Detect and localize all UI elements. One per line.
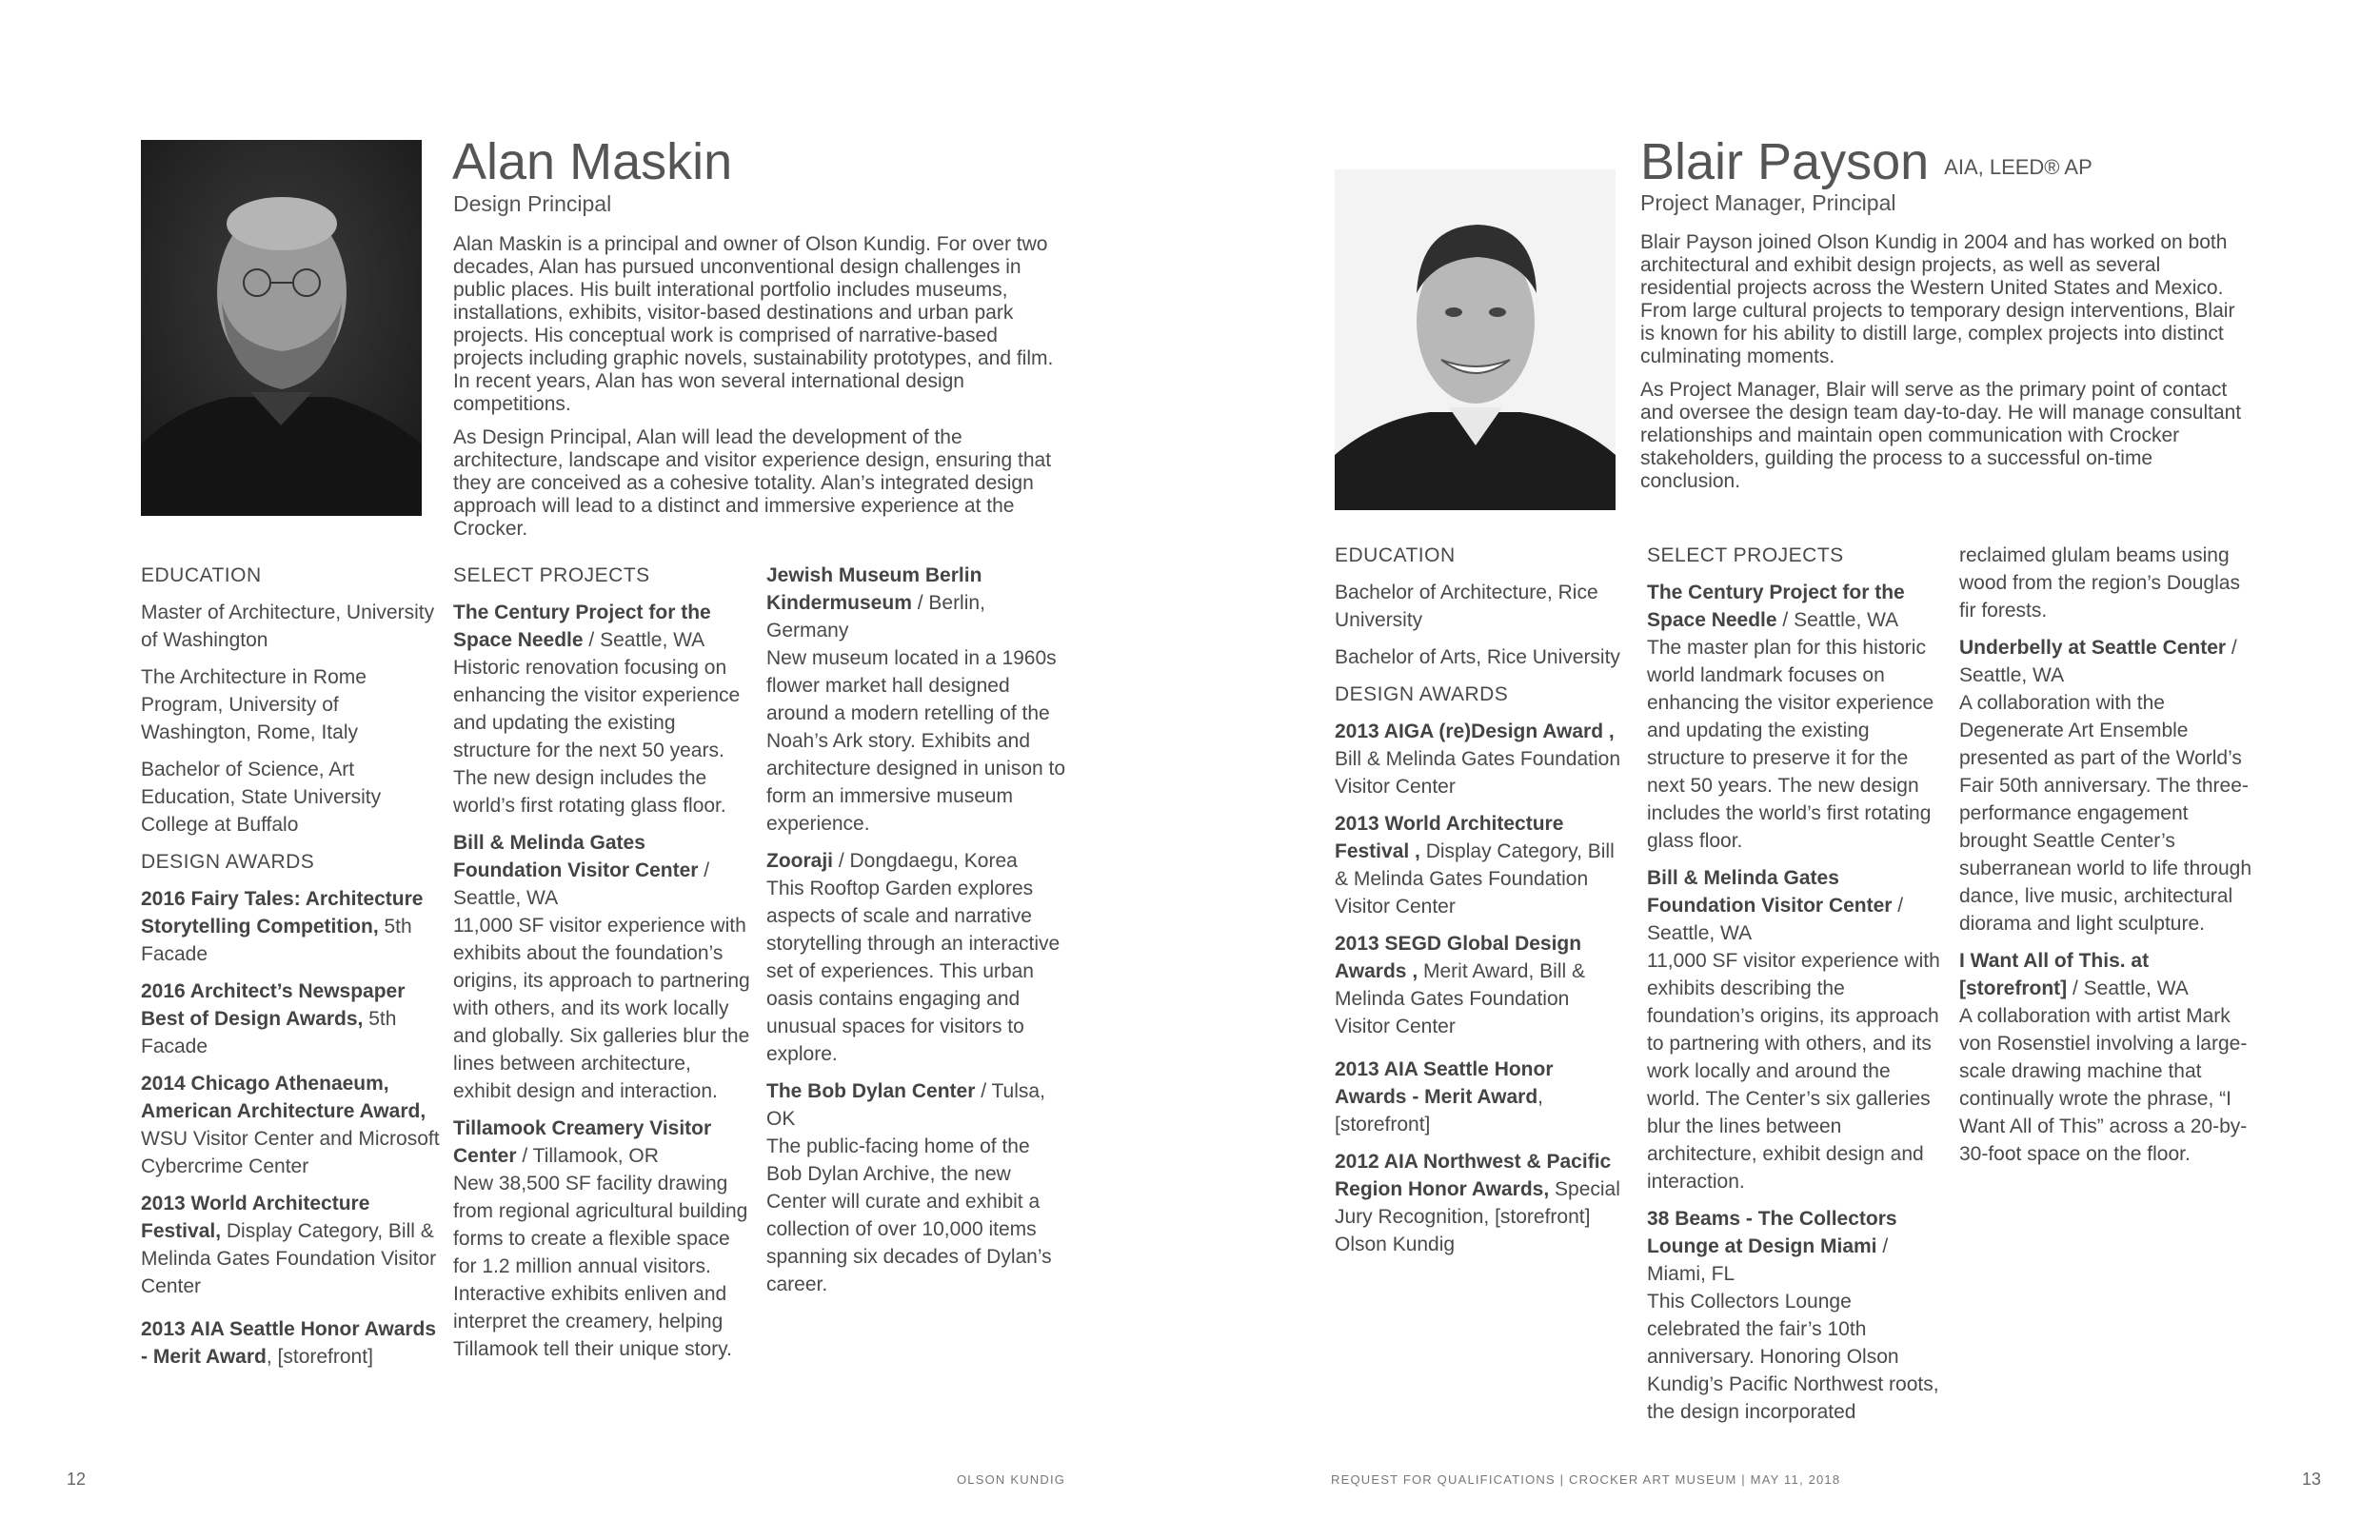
project-item: The Bob Dylan Center / Tulsa, OK The public-facing home of the Bob Dylan Archive, the new Center will curate and exhibit a collection of over 10,000 items spanning six decades of Dylan’s career.: [766, 1080, 1052, 1295]
project-item: Jewish Museum Berlin Kindermuseum / Berlin, Germany New museum located in a 1960s flower market hall designed around a modern retelling of the Noah’s Ark story. Exhibits and architecture designed in unison to form an immersive museum experience.: [766, 564, 1066, 835]
awards-heading: DESIGN AWARDS: [1335, 683, 1509, 705]
education-item: Bachelor of Arts, Rice University: [1335, 646, 1620, 668]
bio-paragraph: As Project Manager, Blair will serve as the primary point of contact and oversee the design team day-to-day. He will manage consultant relationships and maintain open communication with Crocker stakeholders, guilding the process to a successful on-time conclusion.: [1640, 379, 2242, 492]
projects-heading: SELECT PROJECTS: [453, 564, 650, 586]
project-item: The Century Project for the Space Needle / Seattle, WA Historic renovation focusing on enhancing the visitor experience and updating the existing structure for the next 50 years. The new design includes the world’s first rotating glass floor.: [453, 602, 741, 817]
projects-column-continued: [766, 562, 1066, 1308]
award-item: 2013 AIA Seattle Honor Awards - Merit Award, [storefront]: [1335, 1058, 1554, 1135]
alan-maskin-portrait: [141, 140, 422, 516]
credentials: AIA, LEED® AP: [1944, 155, 2092, 179]
project-item: Bill & Melinda Gates Foundation Visitor Center / Seattle, WA 11,000 SF visitor experience with exhibits about the foundation’s origins, its approach to partnering with others, and its work locally and globally. Six galleries blur the lines between architecture, exhibit design and interaction.: [453, 832, 750, 1102]
projects-column-continued: [1959, 542, 2254, 1177]
award-item: 2016 Fairy Tales: Architecture Storytelling Competition, 5th Facade: [141, 888, 424, 965]
bio: [453, 233, 1072, 551]
award-item: 2014 Chicago Athenaeum, American Architecture Award, WSU Visitor Center and Microsoft Cybercrime Center: [141, 1073, 440, 1177]
awards-heading: DESIGN AWARDS: [141, 851, 315, 873]
footer-firm-label: OLSON KUNDIG: [957, 1472, 1066, 1487]
project-item: Zooraji / Dongdaegu, Korea This Rooftop Garden explores aspects of scale and narrative storytelling through an interactive set of experiences. This urban oasis contains engaging and unusual spaces for visitors to explore.: [766, 850, 1061, 1065]
education-heading: EDUCATION: [141, 564, 262, 586]
page-number-left: 12: [67, 1470, 87, 1489]
education-item: Bachelor of Architecture, Rice University: [1335, 582, 1598, 631]
bio-paragraph: Blair Payson joined Olson Kundig in 2004 and has worked on both architectural and exhibit design projects, as well as several residential projects across the Western United States and Mexico. From large cultural projects to temporary design interventions, Blair is known for his ability to distill large, complex projects into distinct culminating moments.: [1640, 231, 2235, 367]
education-item: The Architecture in Rome Program, University of Washington, Rome, Italy: [141, 666, 367, 743]
bio-paragraph: Alan Maskin is a principal and owner of Olson Kundig. For over two decades, Alan has pursued unconventional design challenges in public places. His built interational portfolio includes museums, installations, exhibits, visitor-based destinations and urban park projects. His conceptual work is comprised of narrative-based projects including graphic novels, sustainability prototypes, and film. In recent years, Alan has won several international design competitions.: [453, 233, 1054, 415]
person-name-heading: [1640, 133, 2092, 190]
person-name: Alan Maskin: [452, 133, 733, 190]
person-name: Blair Payson: [1640, 133, 1930, 190]
bio: [1640, 231, 2250, 503]
award-item: 2013 SEGD Global Design Awards , Merit Award, Bill & Melinda Gates Foundation Visitor Center: [1335, 933, 1585, 1037]
award-item: 2016 Architect’s Newspaper Best of Design Awards, 5th Facade: [141, 980, 406, 1057]
project-item: 38 Beams - The Collectors Lounge at Design Miami / Miami, FL This Collectors Lounge celebrated the fair’s 10th anniversary. Honoring Olson Kundig’s Pacific Northwest roots, the design incorporated: [1647, 1208, 1939, 1423]
bio-paragraph: As Design Principal, Alan will lead the development of the architecture, landscape and visitor experience design, ensuring that they are conceived as a cohesive totality. Alan’s integrated design approach will lead to a distinct and immersive experience at the Crocker.: [453, 426, 1052, 540]
page-number-right: 13: [2302, 1470, 2322, 1489]
project-item: The Century Project for the Space Needle / Seattle, WA The master plan for this historic world landmark focuses on enhancing the visitor experience and updating the existing structure to preserve it for the next 50 years. The new design includes the world’s first rotating glass floor.: [1647, 582, 1934, 852]
award-item: 2013 World Architecture Festival , Display Category, Bill & Melinda Gates Foundation Visitor Center: [1335, 813, 1615, 918]
award-item: 2013 World Architecture Festival, Display Category, Bill & Melinda Gates Foundation Visitor Center: [141, 1193, 437, 1297]
project-item: Tillamook Creamery Visitor Center / Tillamook, OR New 38,500 SF facility drawing from regional agricultural building forms to create a flexible space for 1.2 million annual visitors. Interactive exhibits enliven and interpret the creamery, helping Tillamook tell their unique story.: [453, 1117, 748, 1360]
education-heading: EDUCATION: [1335, 544, 1456, 566]
blair-payson-portrait: [1335, 169, 1616, 510]
award-item: 2012 AIA Northwest & Pacific Region Honor Awards, Special Jury Recognition, [storefront] Olson Kundig: [1335, 1151, 1620, 1255]
award-item: 2013 AIA Seattle Honor Awards - Merit Award, [storefront]: [141, 1318, 437, 1368]
education-awards-column: [141, 562, 441, 1380]
education-item: Master of Architecture, University of Washington: [141, 602, 435, 651]
education-item: Bachelor of Science, Art Education, State University College at Buffalo: [141, 759, 382, 836]
project-item-continued: reclaimed glulam beams using wood from the region’s Douglas fir forests.: [1959, 544, 2240, 622]
footer-document-label: REQUEST FOR QUALIFICATIONS | CROCKER ART MUSEUM | MAY 11, 2018: [1331, 1472, 1841, 1487]
project-item: Bill & Melinda Gates Foundation Visitor Center / Seattle, WA 11,000 SF visitor experience with exhibits describing the foundation’s origins, its approach to partnering with others, and its work locally and around the world. The Center’s six galleries blur the lines between architecture, exhibit design and interaction.: [1647, 867, 1940, 1193]
award-item: 2013 AIGA (re)Design Award , Bill & Melinda Gates Foundation Visitor Center: [1335, 721, 1620, 798]
person-role: Project Manager, Principal: [1640, 190, 1896, 215]
project-item: I Want All of This. at [storefront] / Seattle, WA A collaboration with artist Mark von Rosenstiel involving a large-scale drawing machine that continually wrote the phrase, “I Want All of This” across a 20-by-30-foot space on the floor.: [1959, 950, 2248, 1165]
education-awards-column: [1335, 542, 1630, 1268]
person-role: Design Principal: [453, 191, 612, 216]
project-item: Underbelly at Seattle Center / Seattle, WA A collaboration with the Degenerate Art Ensemble presented as part of the World’s Fair 50th anniversary. The three-performance engagement brought Seattle Center’s suberranean world to life through dance, live music, architectural diorama and light sculpture.: [1959, 637, 2252, 935]
projects-column: [453, 562, 753, 1372]
projects-column: [1647, 542, 1947, 1435]
projects-heading: SELECT PROJECTS: [1647, 544, 1844, 566]
